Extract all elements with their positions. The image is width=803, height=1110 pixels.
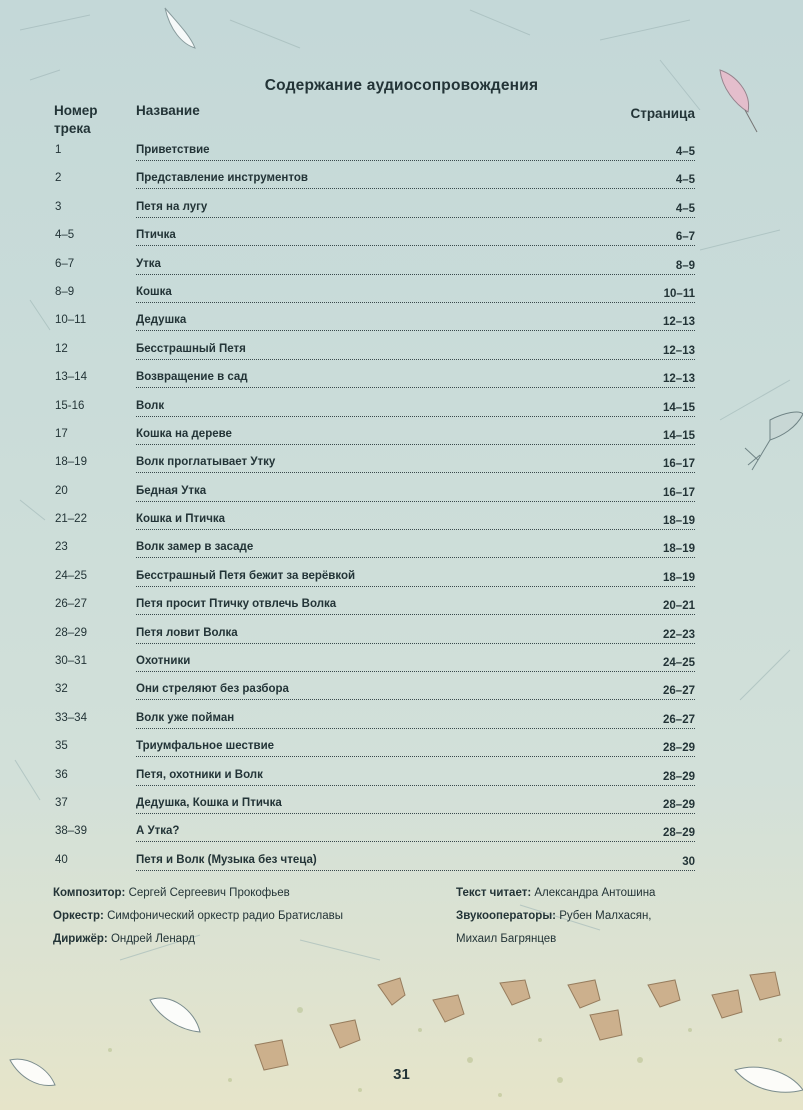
table-row	[0, 480, 803, 508]
table-row	[0, 224, 803, 252]
narrator-label: Текст читает:	[456, 887, 532, 899]
track-number: 1	[55, 144, 62, 156]
dotted-leader	[136, 485, 695, 502]
track-pages: 12–13	[663, 344, 695, 357]
table-row	[0, 366, 803, 394]
table-row	[0, 451, 803, 479]
table-row	[0, 820, 803, 848]
track-number: 33–34	[55, 711, 87, 724]
dotted-leader	[136, 172, 695, 189]
header-track-line2: трека	[54, 121, 91, 136]
track-title: Представление инструментов	[136, 172, 308, 185]
footprint-icon	[500, 980, 530, 1005]
track-number: 6–7	[55, 257, 75, 270]
composer-label: Композитор:	[53, 887, 126, 899]
track-title: Бедная Утка	[136, 484, 207, 497]
orchestra-value: Симфонический оркестр радио Братиславы	[107, 910, 344, 922]
track-list	[0, 139, 803, 877]
table-row	[0, 338, 803, 366]
track-number: 24–25	[55, 569, 87, 582]
dotted-leader	[136, 286, 695, 303]
sound-value-1: Рубен Малхасян,	[559, 910, 652, 922]
track-title: Дедушка	[136, 314, 187, 327]
dotted-leader	[136, 769, 695, 786]
track-pages: 18–19	[663, 515, 695, 528]
track-number: 21–22	[55, 513, 87, 526]
track-number: 35	[55, 740, 68, 753]
track-number: 36	[55, 768, 68, 781]
footprint-icon	[330, 1020, 360, 1048]
conductor-label: Дирижёр:	[53, 933, 108, 945]
dotted-leader	[136, 513, 695, 530]
header-name: Название	[136, 103, 200, 118]
track-number: 2	[55, 172, 62, 185]
table-row	[0, 281, 803, 309]
track-title: Охотники	[136, 655, 191, 668]
track-pages: 26–27	[663, 713, 695, 726]
footprint-icon	[378, 978, 405, 1005]
dotted-leader	[136, 655, 695, 672]
table-row	[0, 253, 803, 281]
track-title: Петя просит Птичку отвлечь Волка	[136, 598, 337, 611]
track-title: Волк проглатывает Утку	[136, 456, 276, 469]
track-pages: 4–5	[675, 146, 695, 158]
track-title: Петя на лугу	[136, 200, 208, 213]
composer-value: Сергей Сергеевич Прокофьев	[128, 887, 290, 899]
table-row	[0, 508, 803, 536]
dotted-leader	[136, 683, 695, 700]
dotted-leader	[136, 428, 695, 445]
track-number: 4–5	[55, 229, 75, 242]
feather-icon	[165, 8, 195, 48]
track-pages: 4–5	[675, 202, 695, 215]
track-number: 12	[55, 342, 68, 355]
table-row	[0, 309, 803, 337]
dotted-leader	[136, 627, 695, 644]
conductor-value: Ондрей Ленард	[110, 933, 195, 945]
narrator-value: Александра Антошина	[534, 887, 656, 899]
dotted-leader	[136, 201, 695, 218]
dotted-leader	[136, 712, 695, 729]
dotted-leader	[136, 570, 695, 587]
track-pages: 28–29	[663, 742, 695, 755]
dotted-leader	[136, 541, 695, 558]
track-pages: 14–15	[663, 401, 695, 414]
track-number: 3	[55, 200, 62, 213]
table-row	[0, 735, 803, 763]
track-title: Петя ловит Волка	[136, 626, 238, 639]
track-title: Волк замер в засаде	[136, 541, 254, 554]
table-row	[0, 139, 803, 167]
track-title: Петя и Волк (Музыка без чтеца)	[136, 853, 317, 866]
dotted-leader	[136, 456, 695, 473]
header-track-line1: Номер	[54, 103, 98, 118]
track-title: Утка	[136, 257, 161, 270]
table-row	[0, 536, 803, 564]
table-row	[0, 849, 803, 877]
footprint-icon	[712, 990, 742, 1018]
track-number: 30–31	[55, 655, 87, 668]
track-title: Кошка	[136, 285, 172, 298]
table-row	[0, 196, 803, 224]
track-number: 23	[55, 541, 68, 554]
track-title: Дедушка, Кошка и Птичка	[136, 796, 282, 809]
table-row	[0, 764, 803, 792]
table-row	[0, 678, 803, 706]
table-row	[0, 792, 803, 820]
header-page: Страница	[630, 106, 695, 121]
table-row	[0, 650, 803, 678]
track-pages: 26–27	[663, 685, 695, 698]
page-title: Содержание аудиосопровождения	[264, 77, 539, 94]
track-title: Бесстрашный Петя	[136, 342, 246, 355]
dotted-leader	[136, 598, 695, 615]
conductor-line	[53, 928, 343, 951]
sound-line-2	[456, 928, 655, 951]
dotted-leader	[136, 229, 695, 246]
dotted-leader	[136, 371, 695, 388]
track-pages: 16–17	[663, 458, 695, 471]
track-title: Волк уже пойман	[136, 711, 235, 724]
track-pages: 4–5	[675, 174, 695, 187]
page-number: 31	[393, 1066, 410, 1083]
track-pages: 12–13	[663, 316, 695, 329]
dotted-leader	[136, 825, 695, 842]
track-pages: 8–9	[675, 259, 695, 272]
sound-value-2: Михаил Багрянцев	[456, 933, 557, 945]
track-pages: 18–19	[663, 543, 695, 556]
track-number: 10–11	[55, 314, 87, 327]
track-number: 37	[55, 796, 68, 809]
track-title: Птичка	[136, 229, 176, 242]
credits-left	[53, 882, 343, 951]
footprint-icon	[648, 980, 680, 1007]
orchestra-label: Оркестр:	[53, 910, 104, 922]
track-pages: 12–13	[663, 373, 695, 386]
sound-label: Звукооператоры:	[456, 910, 556, 922]
table-row	[0, 395, 803, 423]
track-pages: 28–29	[663, 770, 695, 783]
table-row	[0, 565, 803, 593]
dotted-leader	[136, 144, 695, 161]
footprint-icon	[590, 1010, 622, 1040]
track-pages: 28–29	[663, 798, 695, 811]
dotted-leader	[136, 400, 695, 417]
track-title: А Утка?	[136, 825, 180, 838]
table-row	[0, 167, 803, 195]
track-number: 15-16	[55, 399, 85, 412]
track-number: 8–9	[55, 285, 75, 298]
footprint-icon	[568, 980, 600, 1008]
table-row	[0, 593, 803, 621]
table-row	[0, 622, 803, 650]
track-number: 40	[55, 853, 68, 866]
track-title: Они стреляют без разбора	[136, 683, 289, 696]
track-pages: 24–25	[663, 657, 695, 670]
footprint-icon	[750, 972, 780, 1000]
narrator-line	[456, 882, 655, 905]
track-pages: 16–17	[663, 486, 695, 499]
track-title: Возвращение в сад	[136, 371, 248, 384]
header-track-number	[54, 102, 124, 138]
track-number: 32	[55, 683, 68, 696]
track-number: 28–29	[55, 626, 87, 639]
dotted-leader	[136, 797, 695, 814]
composer-line	[53, 882, 343, 905]
track-number: 13–14	[55, 371, 87, 384]
track-number: 20	[55, 484, 68, 497]
track-pages: 28–29	[663, 827, 695, 840]
orchestra-line	[53, 905, 343, 928]
track-title: Петя, охотники и Волк	[136, 768, 263, 781]
track-number: 26–27	[55, 598, 87, 611]
track-pages: 22–23	[663, 628, 695, 641]
track-pages: 30	[682, 855, 695, 868]
dotted-leader	[136, 258, 695, 275]
track-pages: 6–7	[675, 231, 695, 244]
table-row	[0, 707, 803, 735]
track-pages: 20–21	[663, 600, 695, 613]
dotted-leader	[136, 314, 695, 331]
track-pages: 14–15	[663, 429, 695, 442]
dotted-leader	[136, 343, 695, 360]
sound-line	[456, 905, 655, 928]
track-number: 38–39	[55, 825, 87, 838]
dotted-leader	[136, 854, 695, 871]
track-pages: 10–11	[663, 287, 695, 300]
footprint-icon	[433, 995, 464, 1022]
track-title: Волк	[136, 399, 165, 412]
dotted-leader	[136, 740, 695, 757]
track-title: Триумфальное шествие	[136, 740, 275, 753]
track-number: 18–19	[55, 456, 87, 469]
credits-right	[456, 882, 655, 951]
track-title: Бесстрашный Петя бежит за верёвкой	[136, 569, 356, 582]
track-title: Кошка на дереве	[136, 427, 232, 440]
track-title: Кошка и Птичка	[136, 513, 226, 526]
track-title: Приветствие	[136, 144, 210, 156]
table-row	[0, 423, 803, 451]
track-pages: 18–19	[663, 571, 695, 584]
track-number: 17	[55, 427, 68, 440]
